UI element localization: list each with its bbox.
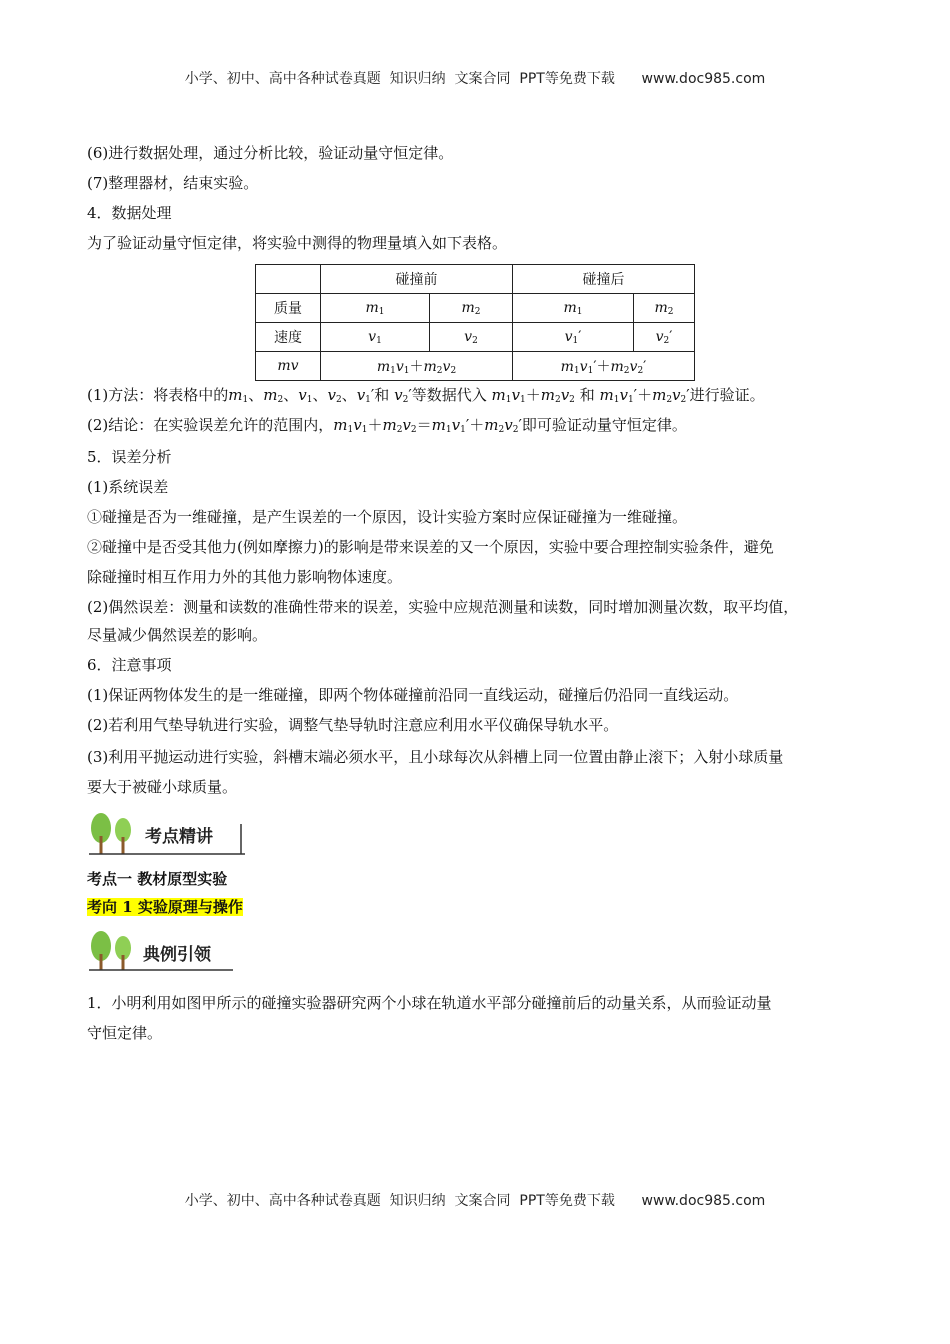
banner-dianli-yinling — [87, 928, 247, 974]
cell-m1-before: $m_1$ — [321, 294, 430, 323]
question-1-b: 守恒定律。 — [87, 1024, 163, 1042]
section-4-heading: 4．数据处理 — [87, 204, 172, 222]
cell-m1-after: $m_1$ — [513, 294, 634, 323]
kaoxiang-1 — [87, 896, 877, 918]
error-point-2a: ②碰撞中是否受其他力(例如摩擦力)的影响是带来误差的又一个原因，实验中要合理控制实验条件，避免 — [87, 538, 774, 556]
table-corner — [256, 265, 321, 294]
conclusion-line: (2)结论：在实验误差允许的范围内，$m_1v_1+m_2v_2=m_1v_1'+m_2v_2'$即可验证动量守恒定律。 — [87, 416, 687, 435]
page-header: 小学、初中、高中各种试卷真题 知识归纳 文案合同 PPT等免费下载 www.doc985.com — [184, 71, 766, 87]
cell-mv-before: $m_1v_1+m_2v_2$ — [321, 352, 513, 381]
note-3b: 要大于被碰小球质量。 — [87, 778, 238, 796]
random-error-b: 尽量减少偶然误差的影响。 — [87, 626, 268, 644]
kaodian-1: 考点一 教材原型实验 — [87, 870, 228, 888]
section-6-heading: 6．注意事项 — [87, 656, 172, 674]
row-label-mass: 质量 — [256, 294, 321, 323]
row-label-speed: 速度 — [256, 323, 321, 352]
cell-v2-before: $v_2$ — [430, 323, 513, 352]
step-6: (6)进行数据处理，通过分析比较，验证动量守恒定律。 — [87, 144, 454, 162]
method-line: (1)方法：将表格中的$m_1$、$m_2$、$v_1$、$v_2$、$v_1'$和 $v_2'$等数据代入 $m_1v_1+m_2v_2$ 和 $m_1v_1'+m_2v_2'$进行验证。 — [87, 386, 765, 405]
page-footer: 小学、初中、高中各种试卷真题 知识归纳 文案合同 PPT等免费下载 www.doc985.com — [184, 1193, 766, 1209]
question-1-a: 1．小明利用如图甲所示的碰撞实验器研究两个小球在轨道水平部分碰撞前后的动量关系，从而验证动量 — [87, 994, 772, 1012]
cell-m2-before: $m_2$ — [430, 294, 513, 323]
note-1: (1)保证两物体发生的是一维碰撞，即两个物体碰撞前沿同一直线运动，碰撞后仍沿同一直线运动。 — [87, 686, 739, 704]
systematic-error-heading: (1)系统误差 — [87, 478, 169, 496]
random-error-a: (2)偶然误差：测量和读数的准确性带来的误差，实验中应规范测量和读数，同时增加测量次数，取平均值， — [87, 598, 799, 616]
step-7: (7)整理器材，结束实验。 — [87, 174, 259, 192]
header-after: 碰撞后 — [513, 265, 695, 294]
note-3a: (3)利用平抛运动进行实验，斜槽末端必须水平，且小球每次从斜槽上同一位置由静止滚下；入射小球质量 — [87, 748, 784, 766]
header-before: 碰撞前 — [321, 265, 513, 294]
error-point-2b: 除碰撞时相互作用力外的其他力影响物体速度。 — [87, 568, 403, 586]
error-point-1: ①碰撞是否为一维碰撞，是产生误差的一个原因，设计实验方案时应保证碰撞为一维碰撞。 — [87, 508, 688, 526]
cell-v1-before: $v_1$ — [321, 323, 430, 352]
table-intro: 为了验证动量守恒定律，将实验中测得的物理量填入如下表格。 — [87, 234, 508, 252]
data-table — [255, 264, 695, 381]
row-label-mv: mv — [256, 352, 321, 381]
cell-m2-after: $m_2$ — [634, 294, 695, 323]
banner-kaodian-jingjiang — [87, 810, 257, 858]
kaoxiang-1-highlight: 考向 1 实验原理与操作 — [87, 898, 243, 916]
note-2: (2)若利用气垫导轨进行实验，调整气垫导轨时注意应利用水平仪确保导轨水平。 — [87, 716, 619, 734]
cell-mv-after: $m_1v_1'+m_2v_2'$ — [513, 352, 695, 381]
banner-title-1: 考点精讲 — [145, 827, 213, 847]
banner-title-2: 典例引领 — [143, 945, 211, 965]
cell-v2-after: $v_2'$ — [634, 323, 695, 352]
cell-v1-after: $v_1'$ — [513, 323, 634, 352]
section-5-heading: 5．误差分析 — [87, 448, 172, 466]
